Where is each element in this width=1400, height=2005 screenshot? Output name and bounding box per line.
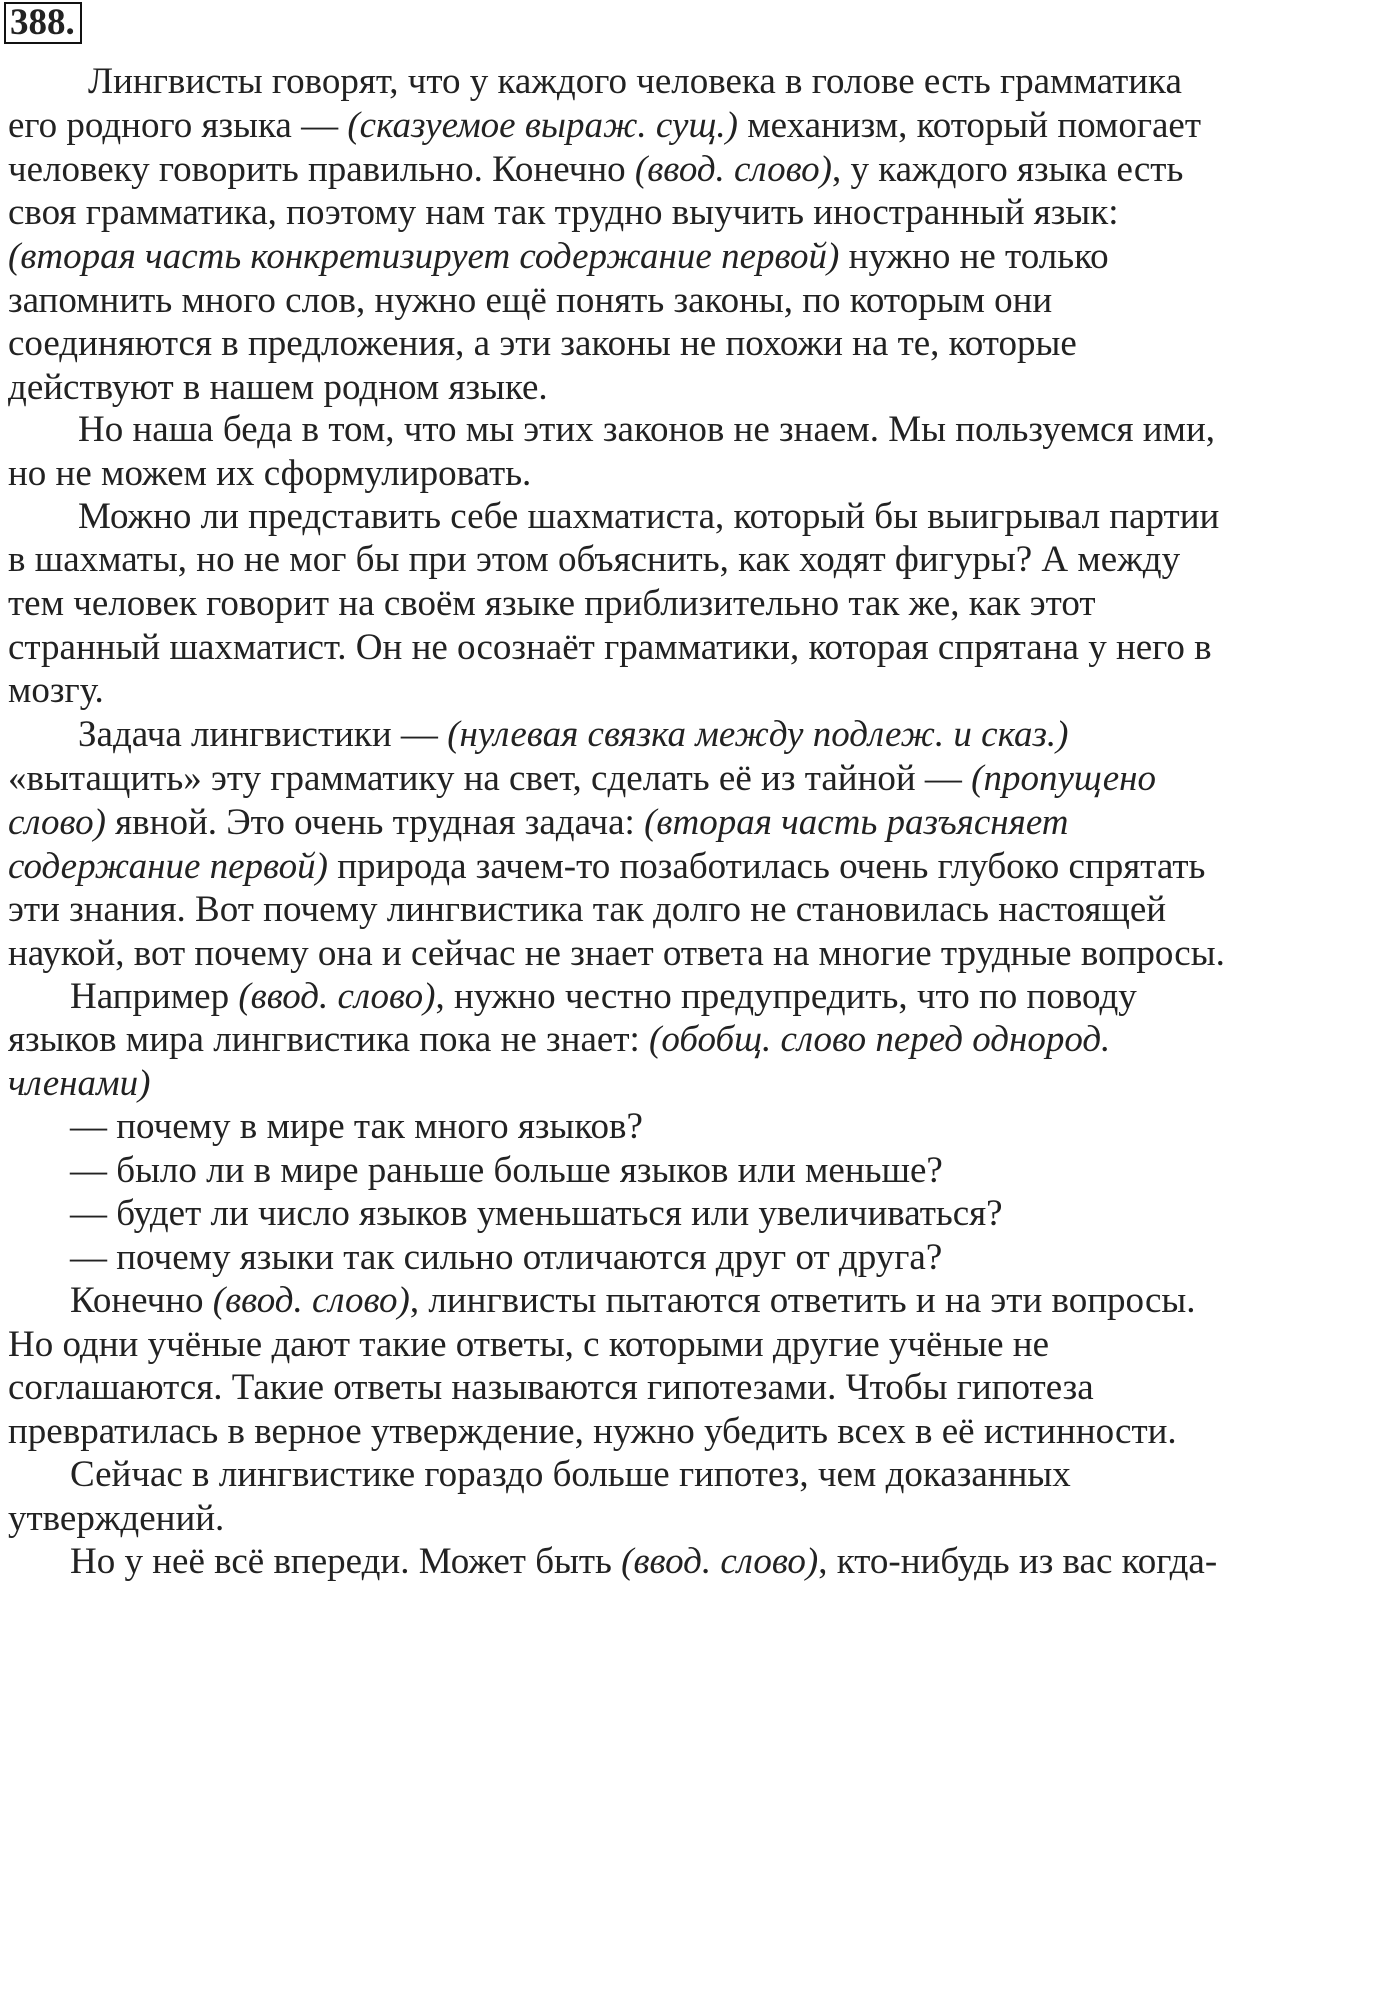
annotation-note: (ввод. слово) (621, 1541, 819, 1582)
text-line (70, 1540, 1217, 1584)
annotation-note: (ввод. слово) (212, 1280, 410, 1321)
annotation-note: (ввод. слово) (238, 976, 436, 1017)
text-segment: тем человек говорит на своём языке приблизительно так же, как этот (8, 583, 1096, 624)
text-line (8, 1497, 224, 1541)
text-segment: — было ли в мире раньше больше языков или меньше? (70, 1150, 943, 1191)
text-segment: утверждений. (8, 1498, 225, 1539)
text-line (8, 538, 1180, 582)
text-segment: запомнить много слов, нужно ещё понять законы, по которым они (8, 280, 1053, 321)
text-segment: , у каждого языка есть (831, 149, 1184, 190)
annotation-note: (пропущено (971, 758, 1157, 799)
text-segment: явной. Это очень трудная задача: (105, 802, 645, 843)
text-line (70, 1105, 643, 1149)
text-segment: мозгу. (8, 670, 104, 711)
text-line (8, 148, 1183, 192)
text-segment: в шахматы, но не мог бы при этом объяснить, как ходят фигуры? А между (8, 539, 1181, 580)
annotation-note: (ввод. слово) (634, 149, 832, 190)
text-segment: , нужно честно предупредить, что по поводу (435, 976, 1137, 1017)
text-segment: Лингвисты говорят, что у каждого человека в голове есть грамматика (88, 61, 1182, 102)
text-segment: соглашаются. Такие ответы называются гипотезами. Чтобы гипотеза (8, 1367, 1094, 1408)
text-segment: действуют в нашем родном языке. (8, 367, 548, 408)
text-line (8, 1323, 1049, 1367)
text-segment: эти знания. Вот почему лингвистика так долго не становилась настоящей (8, 889, 1167, 930)
text-line (88, 60, 1182, 104)
text-segment: , кто-нибудь из вас когда- (818, 1541, 1218, 1582)
text-segment: языков мира лингвистика пока не знает: (8, 1019, 650, 1060)
text-segment: Можно ли представить себе шахматиста, который бы выигрывал партии (78, 496, 1220, 537)
text-line (8, 1018, 1110, 1062)
text-line (8, 626, 1212, 670)
text-segment: превратилась в верное утверждение, нужно убедить всех в её истинности. (8, 1411, 1177, 1452)
text-line (8, 801, 1069, 845)
text-segment: Но у неё всё впереди. Может быть (70, 1541, 622, 1582)
text-line (8, 366, 548, 410)
text-line (8, 279, 1052, 323)
text-line (8, 888, 1166, 932)
text-segment: — будет ли число языков уменьшаться или увеличиваться? (70, 1193, 1003, 1234)
text-line (78, 408, 1215, 452)
text-segment: — почему языки так сильно отличаются друг от друга? (70, 1237, 943, 1278)
text-line (70, 1236, 942, 1280)
text-segment: «вытащить» эту грамматику на свет, сделать её из тайной — (8, 758, 972, 799)
textbook-page (8, 0, 1392, 1582)
text-segment: Например (70, 976, 239, 1017)
annotation-note: (обобщ. слово перед однород. (649, 1019, 1111, 1060)
annotation-note: (вторая часть конкретизирует содержание первой) (8, 236, 840, 277)
text-line (8, 845, 1205, 889)
text-line (70, 1453, 1071, 1497)
text-line (8, 322, 1077, 366)
text-line (8, 669, 104, 713)
annotation-note: (нулевая связка между подлеж. и сказ.) (447, 714, 1069, 755)
text-line (8, 757, 1156, 801)
annotation-note: слово) (8, 802, 106, 843)
text-line (8, 235, 1109, 279)
text-segment: механизм, который помогает (737, 105, 1202, 146)
text-line (8, 1366, 1094, 1410)
text-segment: соединяются в предложения, а эти законы не похожи на те, которые (8, 323, 1077, 364)
text-line (78, 495, 1219, 539)
exercise-number: 388. (4, 2, 82, 44)
text-segment: но не можем их сформулировать. (8, 453, 532, 494)
text-line (8, 932, 1225, 976)
text-segment: нужно не только (839, 236, 1109, 277)
text-line (8, 104, 1201, 148)
text-line (8, 191, 1119, 235)
text-segment: Но наша беда в том, что мы этих законов не знаем. Мы пользуемся ими, (78, 409, 1216, 450)
text-line (70, 1149, 943, 1193)
text-segment: его родного языка — (8, 105, 348, 146)
text-segment: природа зачем-то позаботилась очень глубоко спрятать (327, 846, 1206, 887)
text-line (78, 713, 1069, 757)
text-line (70, 975, 1137, 1019)
text-segment: , лингвисты пытаются ответить и на эти вопросы. (409, 1280, 1196, 1321)
text-line (8, 1062, 150, 1106)
text-segment: наукой, вот почему она и сейчас не знает ответа на многие трудные вопросы. (8, 933, 1225, 974)
text-line (8, 1410, 1177, 1454)
annotation-note: содержание первой) (8, 846, 328, 887)
text-segment: — почему в мире так много языков? (70, 1106, 643, 1147)
text-segment: Но одни учёные дают такие ответы, с которыми другие учёные не (8, 1324, 1050, 1365)
text-segment: Сейчас в лингвистике гораздо больше гипотез, чем доказанных (70, 1454, 1071, 1495)
annotation-note: членами) (8, 1063, 151, 1104)
text-segment: странный шахматист. Он не осознаёт грамматики, которая спрятана у него в (8, 627, 1212, 668)
text-line (8, 452, 531, 496)
text-segment: человеку говорить правильно. Конечно (8, 149, 635, 190)
text-line (70, 1192, 1003, 1236)
text-line (70, 1279, 1196, 1323)
text-segment: своя грамматика, поэтому нам так трудно выучить иностранный язык: (8, 192, 1119, 233)
annotation-note: (вторая часть разъясняет (644, 802, 1069, 843)
annotation-note: (сказуемое выраж. сущ.) (347, 105, 738, 146)
text-segment: Конечно (70, 1280, 213, 1321)
text-segment: Задача лингвистики — (78, 714, 448, 755)
text-line (8, 582, 1096, 626)
